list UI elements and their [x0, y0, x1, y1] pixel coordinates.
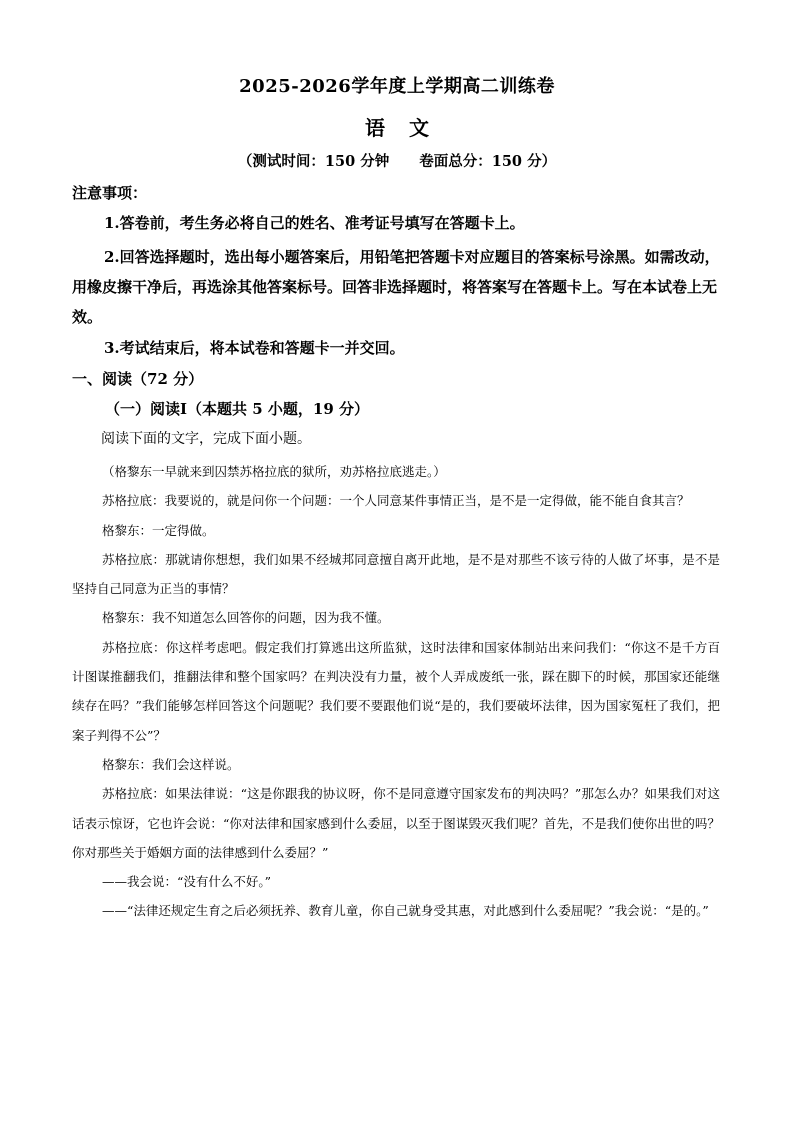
passage-paragraph: 苏格拉底：那就请你想想，我们如果不经城邦同意擅自离开此地，是不是对那些不该亏待的人做了坏事，是不是坚持自己同意为正当的事情？ — [72, 551, 720, 597]
subject-title — [0, 112, 794, 141]
passage-paragraph: 苏格拉底：如果法律说：“这是你跟我的协议呀，你不是同意遵守国家发布的判决吗？”那怎么办？如果我们对这话表示惊讶，它也许会说：“你对法律和国家感到什么委屈，以至于图谋毁灭我们呢？首先，不是我们使你出世的吗？你对那些关于婚姻方面的法律感到什么委屈？” — [72, 786, 720, 860]
reading-passage — [72, 457, 720, 926]
section-heading: 一、阅读（72 分） — [72, 370, 204, 388]
passage-paragraph: ——“法律还规定生育之后必须抚养、教育儿童，你自己就身受其惠，对此感到什么委屈呢？”我会说：“是的。” — [102, 903, 709, 919]
notice-heading: 注意事项： — [72, 184, 148, 202]
notice-item-3: 3.考试结束后，将本试卷和答题卡一并交回。 — [104, 339, 405, 357]
passage-paragraph: 格黎东：一定得做。 — [102, 522, 215, 538]
reading-instruction: 阅读下面的文字，完成下面小题。 — [101, 431, 311, 447]
subject-char-2: 文 — [409, 116, 429, 140]
passage-paragraph: 格黎东：我不知道怎么回答你的问题，因为我不懂。 — [102, 610, 390, 626]
exam-time: （测试时间：150 分钟 — [237, 153, 390, 170]
section-subheading: （一）阅读Ⅰ（本题共 5 小题，19 分） — [105, 400, 369, 418]
exam-time-score — [0, 150, 794, 171]
passage-paragraph: （格黎东一早就来到囚禁苏格拉底的狱所，劝苏格拉底逃走。） — [102, 464, 446, 479]
notice-item-2: 2.回答选择题时，选出每小题答案后，用铅笔把答题卡对应题目的答案标号涂黑。如需改动，用橡皮擦干净后，再选涂其他答案标号。回答非选择题时，将答案写在答题卡上。写在本试卷上无效。 — [72, 248, 720, 326]
passage-paragraph: 格黎东：我们会这样说。 — [102, 756, 240, 772]
passage-paragraph: 苏格拉底：你这样考虑吧。假定我们打算逃出这所监狱，这时法律和国家体制站出来问我们：“你这不是千方百计图谋推翻我们，推翻法律和整个国家吗？在判决没有力量，被个人弄成废纸一张，踩在脚下的时候，那国家还能继续存在吗？”我们能够怎样回答这个问题呢？我们要不要跟他们说“是的，我们要破坏法律，因为国家冤枉了我们，把案子判得不公”？ — [72, 639, 720, 743]
subject-char-1: 语 — [365, 116, 385, 140]
passage-paragraph: 苏格拉底：我要说的，就是问你一个问题：一个人同意某件事情正当，是不是一定得做，能不能自食其言？ — [102, 493, 690, 509]
exam-score: 卷面总分：150 分） — [419, 153, 557, 170]
exam-title: 2025-2026学年度上学期高二训练卷 — [239, 76, 555, 97]
notice-item-1: 1.答卷前，考生务必将自己的姓名、准考证号填写在答题卡上。 — [104, 214, 525, 232]
passage-paragraph: ——我会说：“没有什么不好。” — [102, 874, 272, 890]
